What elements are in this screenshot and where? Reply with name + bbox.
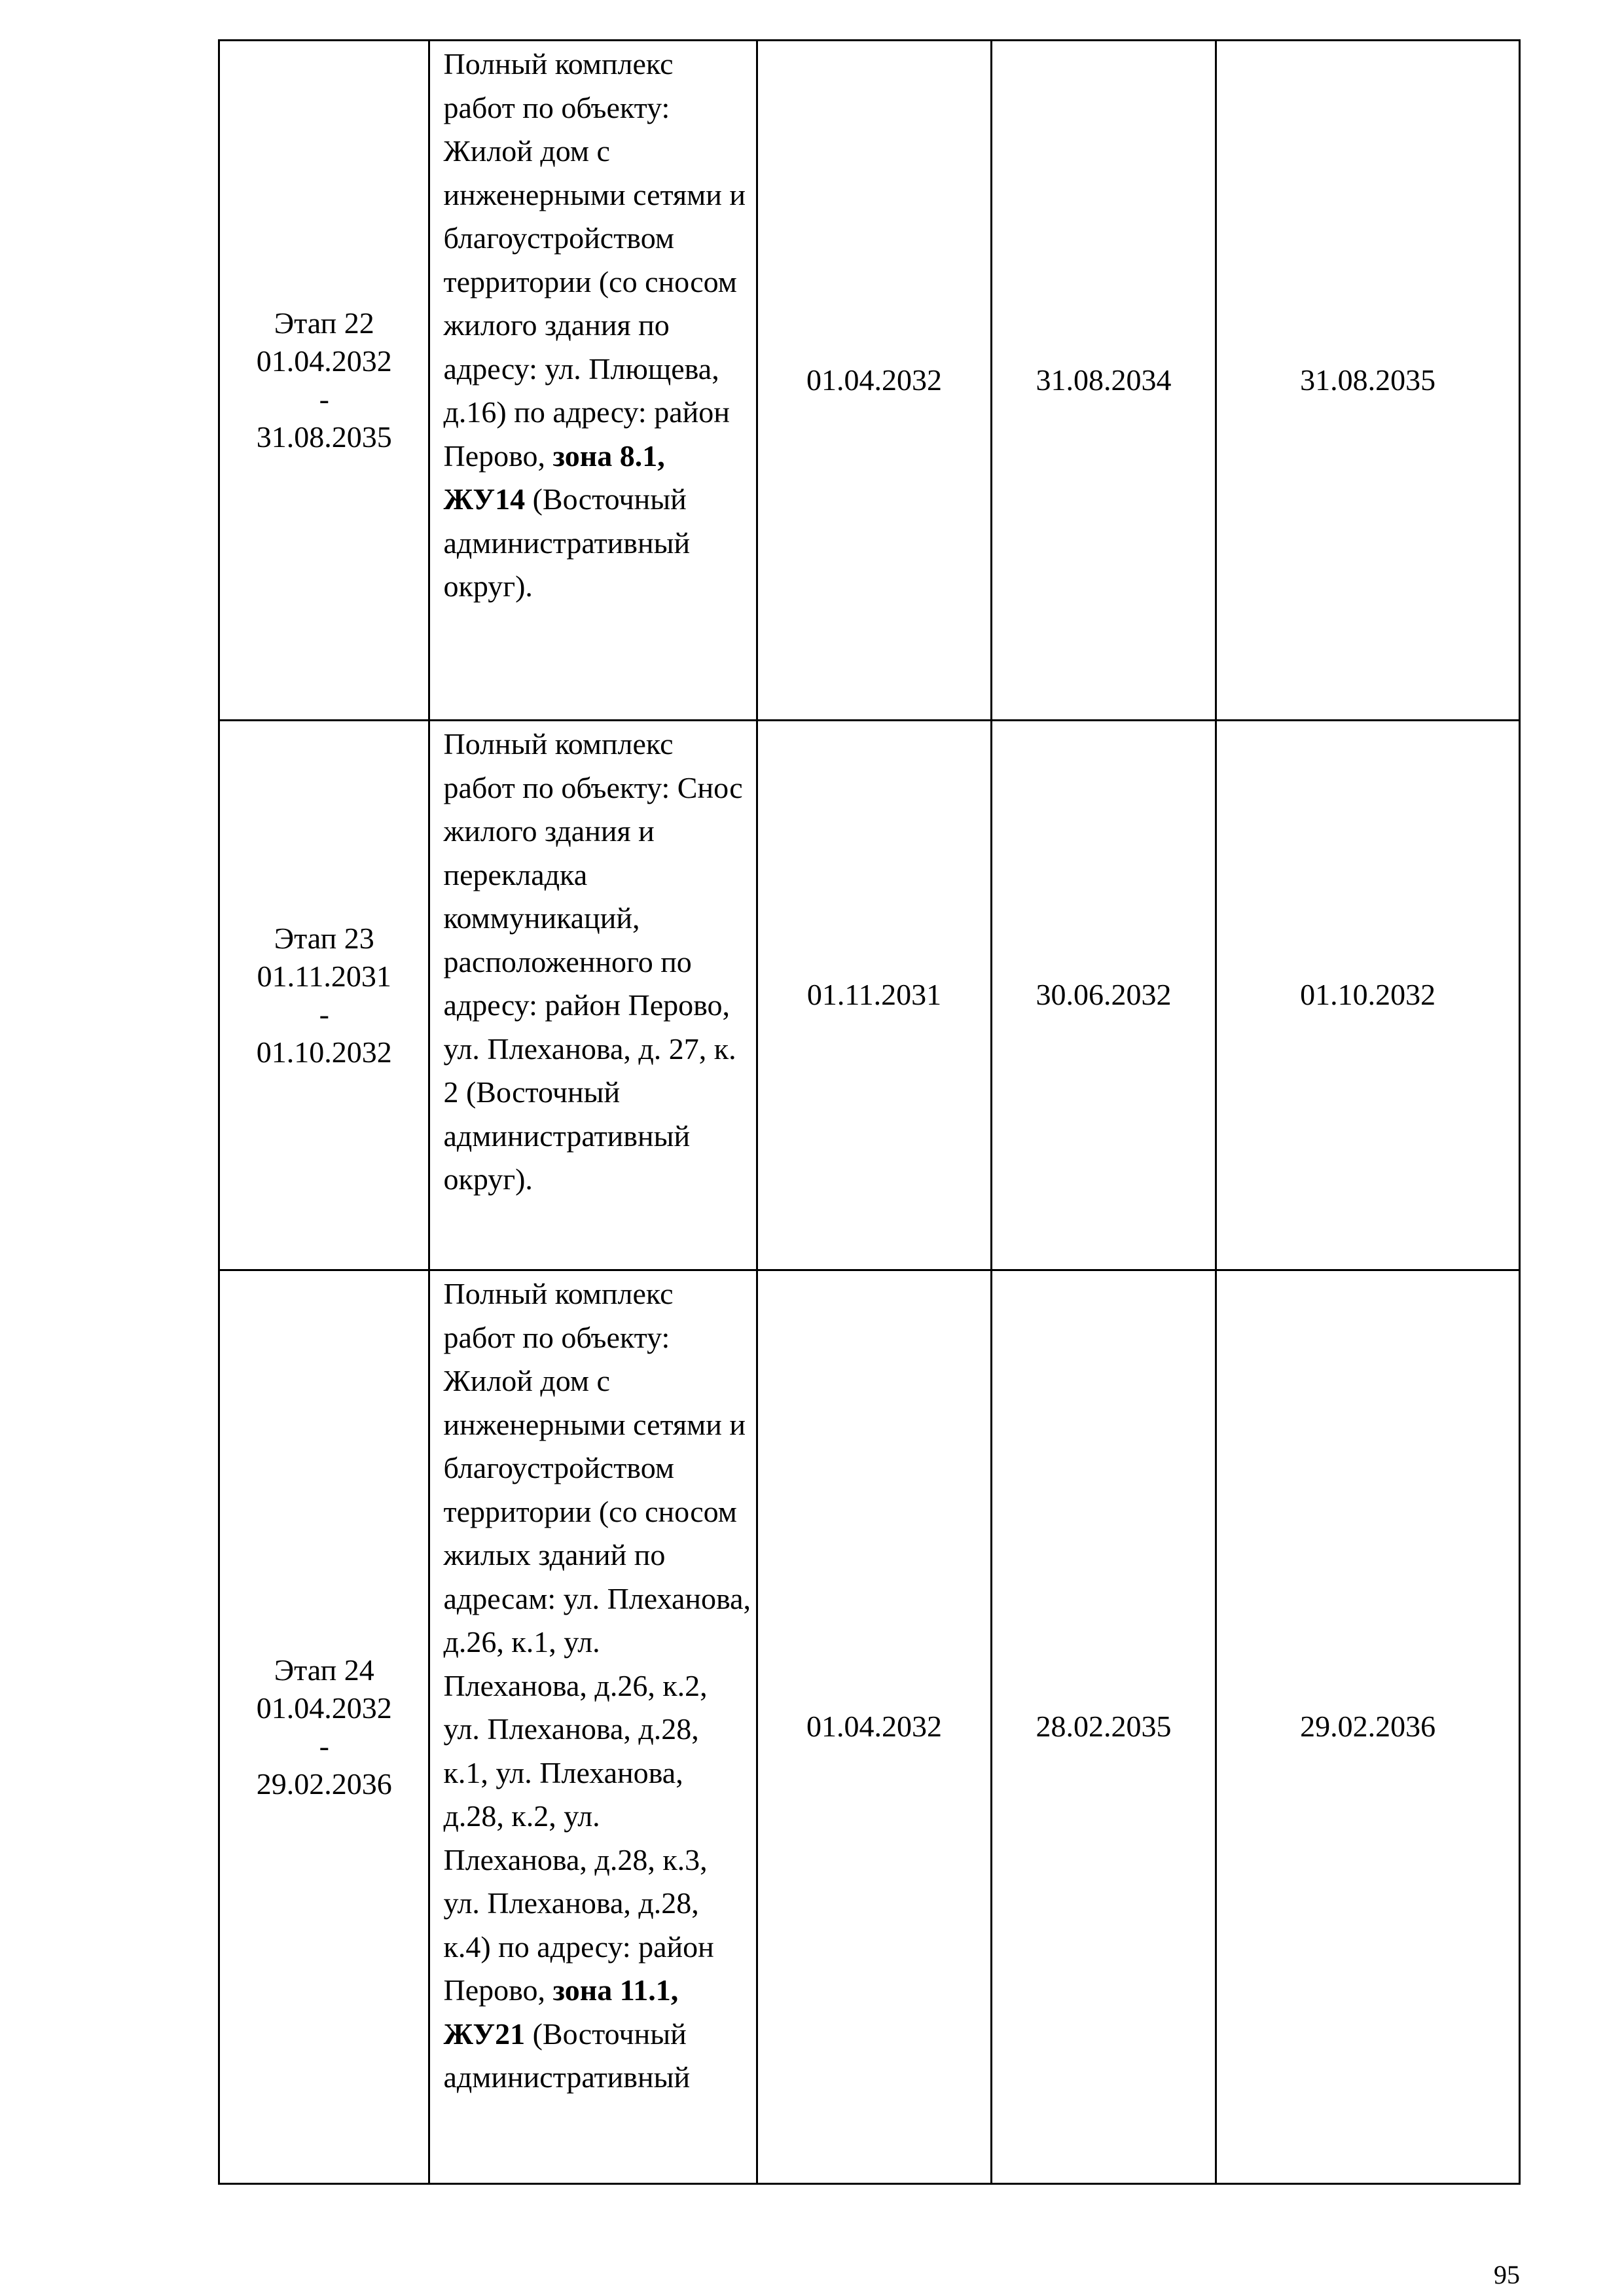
stage-period-start: 01.04.2032 (256, 1691, 392, 1725)
date-mid-cell: 31.08.2034 (991, 41, 1216, 721)
schedule-table (218, 39, 1521, 2185)
stage-period-end: 31.08.2035 (256, 420, 392, 454)
stage-label: Этап 24 (274, 1653, 374, 1687)
stage-period-separator: - (319, 382, 329, 416)
date-end-cell: 31.08.2035 (1216, 41, 1520, 721)
description-cell (429, 1270, 757, 2184)
description-text: Полный комплекс работ по объекту: Жилой дом с инженерными сетями и благоустройством территории (со сносом жилого здания по адресу: ул. Плющева, д.16) по адресу: район Перово, зона 8.1, ЖУ14 (Восточный административный округ). (443, 47, 746, 603)
date-start-cell: 01.04.2032 (757, 41, 992, 721)
stage-period-start: 01.11.2031 (257, 959, 391, 993)
stage-period-separator: - (319, 997, 329, 1031)
description-cell (429, 41, 757, 721)
date-mid-cell: 28.02.2035 (991, 1270, 1216, 2184)
zone-label: зона 11.1, ЖУ21 (443, 1973, 679, 2051)
table-row (219, 1270, 1520, 2184)
date-end-cell: 29.02.2036 (1216, 1270, 1520, 2184)
date-start-cell: 01.04.2032 (757, 1270, 992, 2184)
stage-label: Этап 22 (274, 306, 374, 340)
stage-period-start: 01.04.2032 (256, 344, 392, 378)
description-text: Полный комплекс работ по объекту: Жилой дом с инженерными сетями и благоустройством территории (со сносом жилых зданий по адресам: ул. Плеханова, д.26, к.1, ул. Плеханова, д.26, к.2, ул. Плеханова, д.28, к.1, ул. Плеханова, д.28, к.2, ул. Плеханова, д.28, к.3, ул. Плеханова, д.28, к.4) по адресу: район Перово, зона 11.1, ЖУ21 (Восточный административный (443, 1277, 751, 2094)
date-mid-cell: 30.06.2032 (991, 721, 1216, 1270)
date-end-cell: 01.10.2032 (1216, 721, 1520, 1270)
description-text: Полный комплекс работ по объекту: Снос жилого здания и перекладка коммуникаций, расположенного по адресу: район Перово, ул. Плеханова, д. 27, к. 2 (Восточный административный округ). (443, 727, 743, 1196)
date-start-cell: 01.11.2031 (757, 721, 992, 1270)
table-row (219, 721, 1520, 1270)
stage-period-end: 01.10.2032 (256, 1035, 392, 1069)
stage-cell (219, 41, 429, 721)
zone-label: зона 8.1, ЖУ14 (443, 439, 665, 516)
description-cell (429, 721, 757, 1270)
stage-cell (219, 721, 429, 1270)
page-number: 95 (1494, 2260, 1520, 2289)
stage-period-end: 29.02.2036 (256, 1767, 392, 1801)
stage-label: Этап 23 (274, 921, 374, 955)
stage-period-separator: - (319, 1729, 329, 1763)
table-row (219, 41, 1520, 721)
stage-cell (219, 1270, 429, 2184)
